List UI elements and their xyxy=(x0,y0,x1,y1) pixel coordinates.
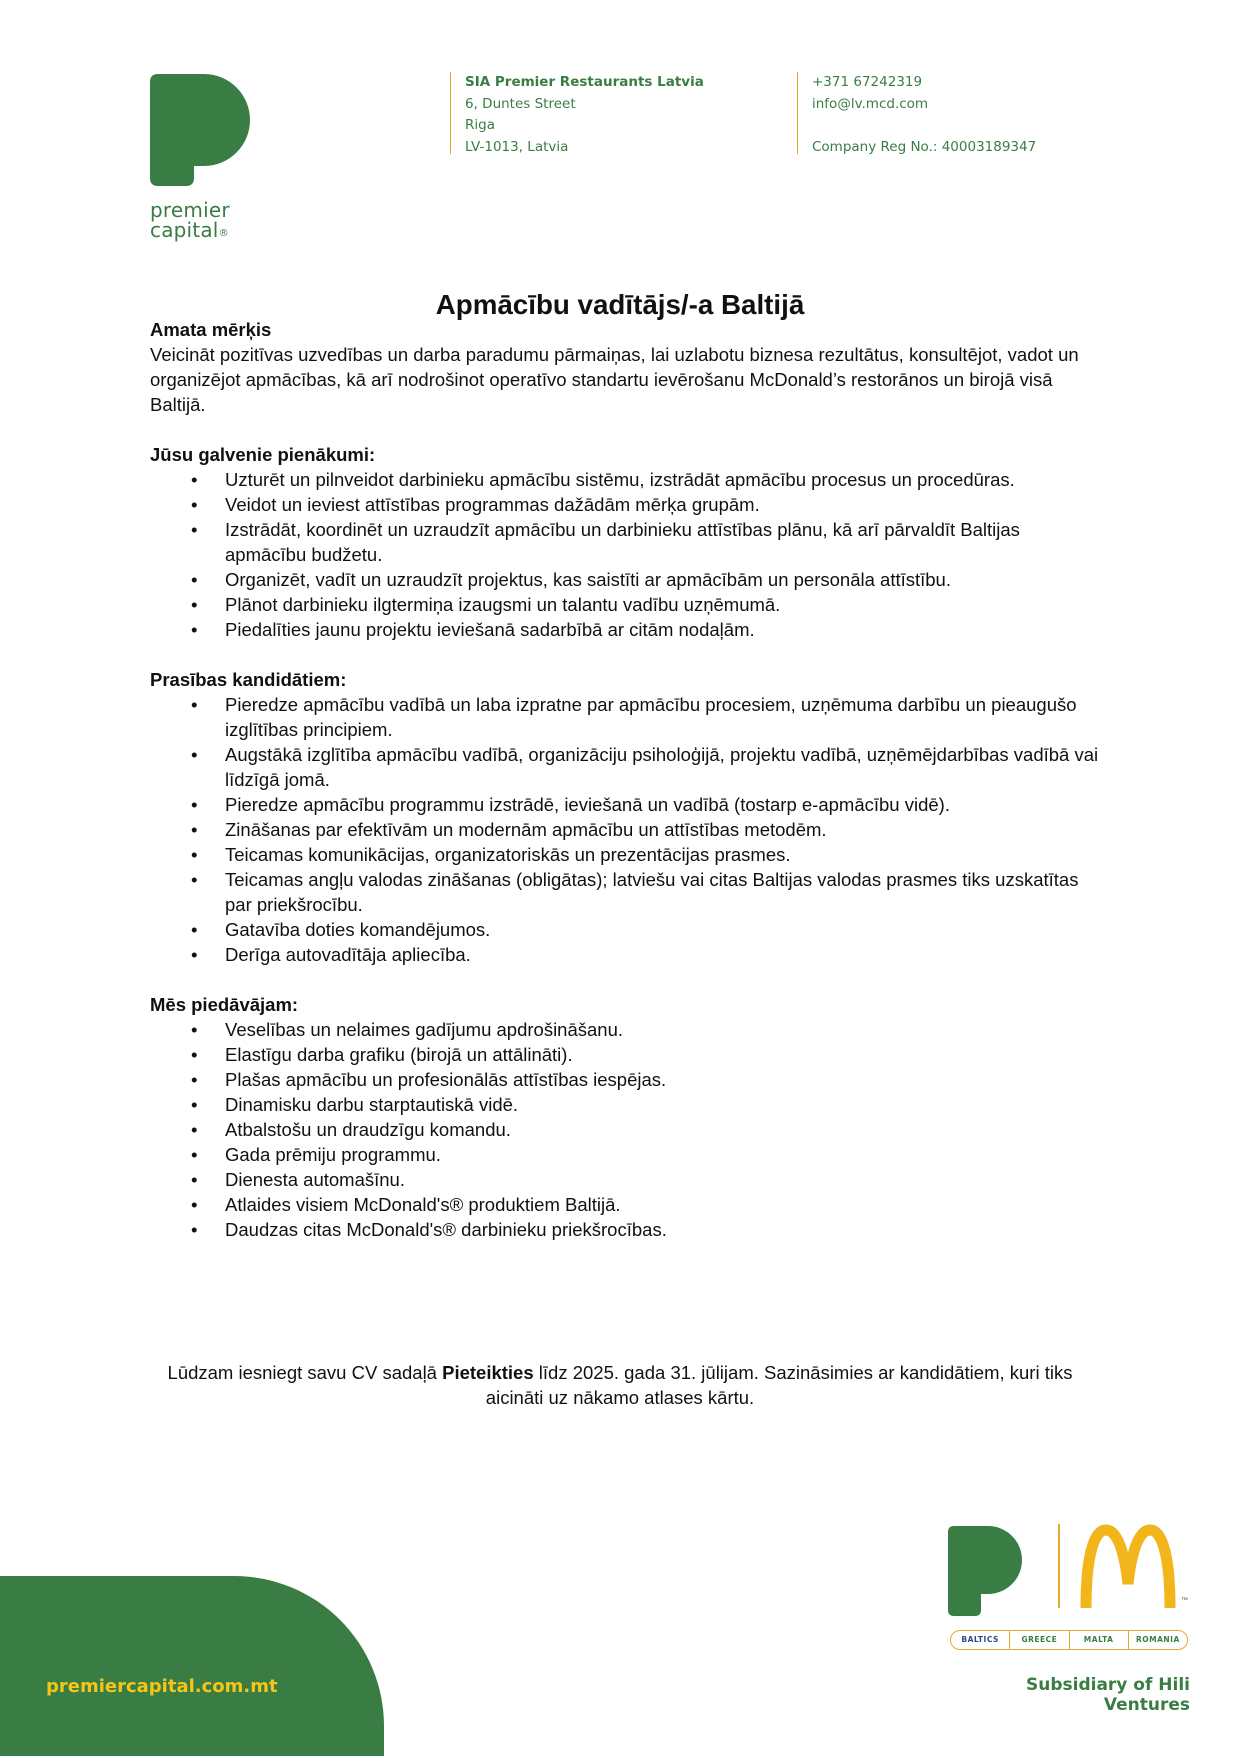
list-item: • Gatavība doties komandējumos. xyxy=(225,917,1100,942)
country-baltics: BALTICS xyxy=(961,1635,999,1644)
company-name: SIA Premier Restaurants Latvia xyxy=(465,74,704,90)
list-item: • Daudzas citas McDonald's® darbinieku priekšrocības. xyxy=(225,1217,1100,1242)
section-heading: Prasības kandidātiem: xyxy=(150,669,347,690)
list-item: • Derīga autovadītāja apliecība. xyxy=(225,942,1100,967)
company-contact xyxy=(797,72,1036,154)
list-item: • Dienesta automašīnu. xyxy=(225,1167,1100,1192)
logo-reg-mark: ® xyxy=(218,228,229,239)
offer-list xyxy=(150,1017,1100,1242)
list-item: • Teicamas angļu valodas zināšanas (obligātas); latviešu vai citas Baltijas valodas prasmes tiks uzskatītas par priekšrocību. xyxy=(225,867,1100,917)
list-item: • Pieredze apmācību vadībā un laba izpratne par apmācību procesiem, uzņēmuma darbību un pieaugušo izglītības principiem. xyxy=(225,692,1100,742)
list-item: • Atbalstošu un draudzīgu komandu. xyxy=(225,1117,1100,1142)
website-link[interactable]: premiercapital.com.mt xyxy=(46,1676,278,1697)
job-posting xyxy=(150,289,1100,1242)
section-requirements xyxy=(150,667,1100,967)
company-reg-no: Company Reg No.: 40003189347 xyxy=(812,138,1037,155)
list-item: • Izstrādāt, koordinēt un uzraudzīt apmācību un darbinieku attīstības plānu, kā arī pārvaldīt Baltijas apmācību budžetu. xyxy=(225,517,1100,567)
list-item: • Augstākā izglītība apmācību vadībā, organizāciju psiholoģijā, projektu vadībā, uzņēmējdarbības vadībā vai līdzīgā jomā. xyxy=(225,742,1100,792)
section-purpose xyxy=(150,317,1100,417)
list-item: • Veselības un nelaimes gadījumu apdrošināšanu. xyxy=(225,1017,1100,1042)
list-item: • Atlaides visiem McDonald's® produktiem Baltijā. xyxy=(225,1192,1100,1217)
company-address xyxy=(450,72,704,154)
country-romania: ROMANIA xyxy=(1128,1631,1187,1649)
countries-strip xyxy=(950,1630,1188,1650)
list-item: • Gada prēmiju programmu. xyxy=(225,1142,1100,1167)
company-city: Riga xyxy=(465,117,495,134)
logo-text-premier: premier xyxy=(150,198,230,222)
closing-text-before: Lūdzam iesniegt savu CV sadaļā xyxy=(167,1362,443,1383)
footer-green-shape xyxy=(0,1576,384,1756)
company-phone[interactable]: +371 67242319 xyxy=(812,74,923,90)
list-item: • Plašas apmācību un profesionālās attīstības iespējas. xyxy=(225,1067,1100,1092)
list-item: • Piedalīties jaunu projektu ieviešanā sadarbībā ar citām nodaļām. xyxy=(225,617,1100,642)
apply-link[interactable]: Pieteikties xyxy=(442,1362,534,1383)
trademark-mark: ™ xyxy=(1181,1597,1188,1604)
page-title: Apmācību vadītājs/-a Baltijā xyxy=(435,289,805,320)
country-greece: GREECE xyxy=(1009,1631,1068,1649)
brand-divider xyxy=(1058,1524,1060,1608)
list-item: • Elastīgu darba grafiku (birojā un attālināti). xyxy=(225,1042,1100,1067)
company-email[interactable]: info@lv.mcd.com xyxy=(812,95,929,112)
list-item: • Teicamas komunikācijas, organizatoriskās un prezentācijas prasmes. xyxy=(225,842,1100,867)
closing-paragraph xyxy=(150,1360,1090,1410)
purpose-text: Veicināt pozitīvas uzvedības un darba paradumu pārmaiņas, lai uzlabotu biznesa rezultātus, konsultējot, vadot un organizējot apmācības, kā arī nodrošinot operatīvo standartu ievērošanu McDonald’s restorānos un birojā visā Baltijā. xyxy=(150,344,1079,415)
list-item: • Organizēt, vadīt un uzraudzīt projektus, kas saistīti ar apmācībām un personāla attīstību. xyxy=(225,567,1100,592)
country-malta: MALTA xyxy=(1069,1631,1128,1649)
section-heading: Amata mērķis xyxy=(150,319,272,340)
list-item: • Veidot un ieviest attīstības programmas dažādām mērķa grupām. xyxy=(225,492,1100,517)
p-logo-icon xyxy=(948,1526,1022,1616)
duties-list xyxy=(150,467,1100,642)
closing-text-after: līdz 2025. gada 31. jūlijam. Sazināsimies ar kandidātiem, kuri tiks aicināti uz nākamo atlases kārtu. xyxy=(485,1362,1073,1408)
list-item: • Uzturēt un pilnveidot darbinieku apmācību sistēmu, izstrādāt apmācību procesus un procedūras. xyxy=(225,467,1100,492)
list-item: • Plānot darbinieku ilgtermiņa izaugsmi un talantu vadību uzņēmumā. xyxy=(225,592,1100,617)
list-item: • Dinamisku darbu starptautiskā vidē. xyxy=(225,1092,1100,1117)
premier-capital-logo xyxy=(150,74,250,244)
section-offer xyxy=(150,992,1100,1242)
list-item: • Pieredze apmācību programmu izstrādē, ieviešanā un vadībā (tostarp e-apmācību vidē). xyxy=(225,792,1100,817)
subsidiary-text: Subsidiary of Hili Ventures xyxy=(1025,1675,1190,1715)
company-street: 6, Duntes Street xyxy=(465,95,576,112)
logo-text-capital: capital xyxy=(150,218,219,242)
list-item: • Zināšanas par efektīvām un modernām apmācību un attīstības metodēm. xyxy=(225,817,1100,842)
section-duties xyxy=(150,442,1100,642)
section-heading: Jūsu galvenie pienākumi: xyxy=(150,444,376,465)
section-heading: Mēs piedāvājam: xyxy=(150,994,299,1015)
golden-arches-icon xyxy=(1080,1524,1176,1610)
p-logo-icon xyxy=(150,74,250,186)
company-postcode: LV-1013, Latvia xyxy=(465,138,569,155)
requirements-list xyxy=(150,692,1100,967)
